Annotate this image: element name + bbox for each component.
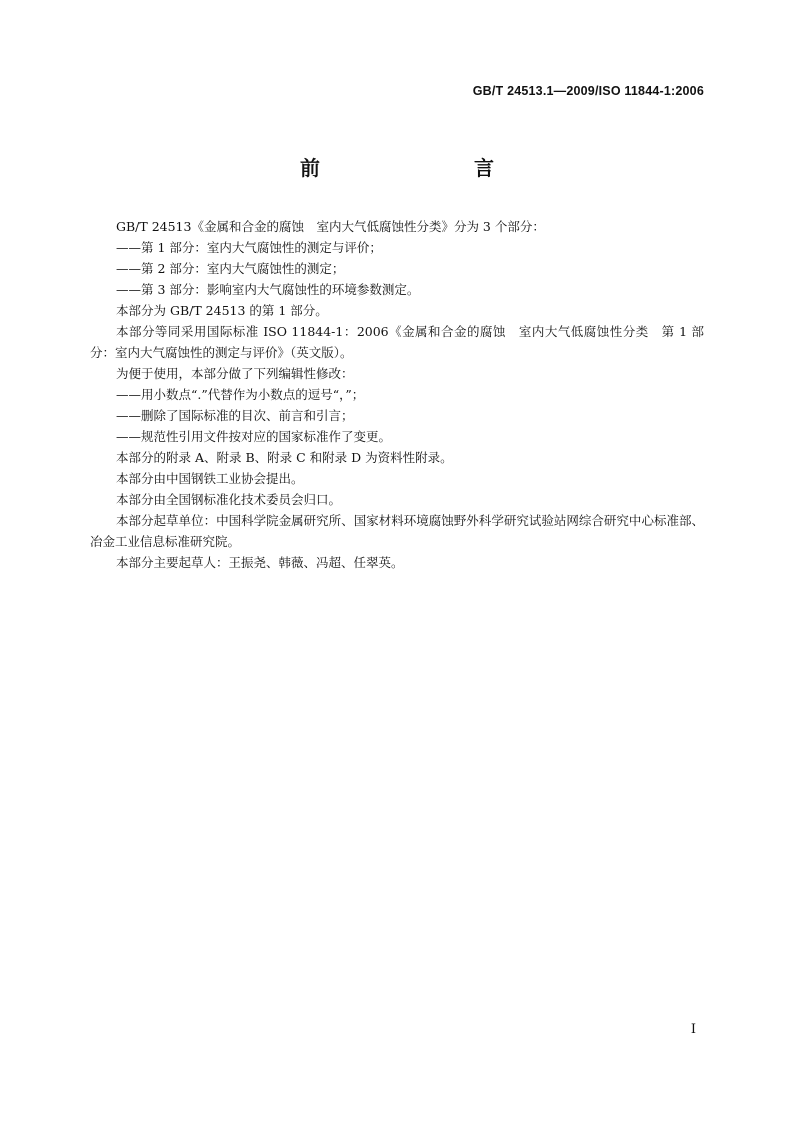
page-number: I	[690, 1022, 696, 1037]
list-item-part-3: ——第 3 部分：影响室内大气腐蚀性的环境参数测定。	[116, 282, 420, 297]
standard-code: GB/T 24513.1—2009/ISO 11844-1:2006	[472, 84, 704, 98]
list-item-edit-1: ——用小数点“.”代替作为小数点的逗号“，”；	[116, 387, 365, 402]
list-item-edit-2: ——删除了国际标准的目次、前言和引言；	[116, 408, 354, 423]
paragraph-proposer: 本部分由中国钢铁工业协会提出。	[116, 471, 304, 486]
paragraph-intro: GB/T 24513《金属和合金的腐蚀 室内大气低腐蚀性分类》分为 3 个部分：	[116, 219, 545, 234]
paragraph-part-scope: 本部分为 GB/T 24513 的第 1 部分。	[116, 303, 328, 318]
list-item-edit-3: ——规范性引用文件按对应的国家标准作了变更。	[116, 429, 392, 444]
paragraph-drafting-units: 本部分起草单位：中国科学院金属研究所、国家材料环境腐蚀野外科学研究试验站网综合研究中心标准部、冶金工业信息标准研究院。	[90, 513, 704, 549]
page-title: 前 言	[300, 156, 532, 180]
paragraph-drafters: 本部分主要起草人：王振尧、韩薇、冯超、任翠英。	[116, 555, 404, 570]
list-item-part-1: ——第 1 部分：室内大气腐蚀性的测定与评价；	[116, 240, 382, 255]
paragraph-committee: 本部分由全国钢标准化技术委员会归口。	[116, 492, 342, 507]
paragraph-annexes: 本部分的附录 A、附录 B、附录 C 和附录 D 为资料性附录。	[116, 450, 453, 465]
paragraph-edits-intro: 为便于使用，本部分做了下列编辑性修改：	[116, 366, 354, 381]
list-item-part-2: ——第 2 部分：室内大气腐蚀性的测定；	[116, 261, 345, 276]
foreword-body	[90, 216, 704, 573]
paragraph-adoption: 本部分等同采用国际标准 ISO 11844-1：2006《金属和合金的腐蚀 室内大气低腐蚀性分类 第 1 部分：室内大气腐蚀性的测定与评价》（英文版）。	[90, 324, 704, 360]
